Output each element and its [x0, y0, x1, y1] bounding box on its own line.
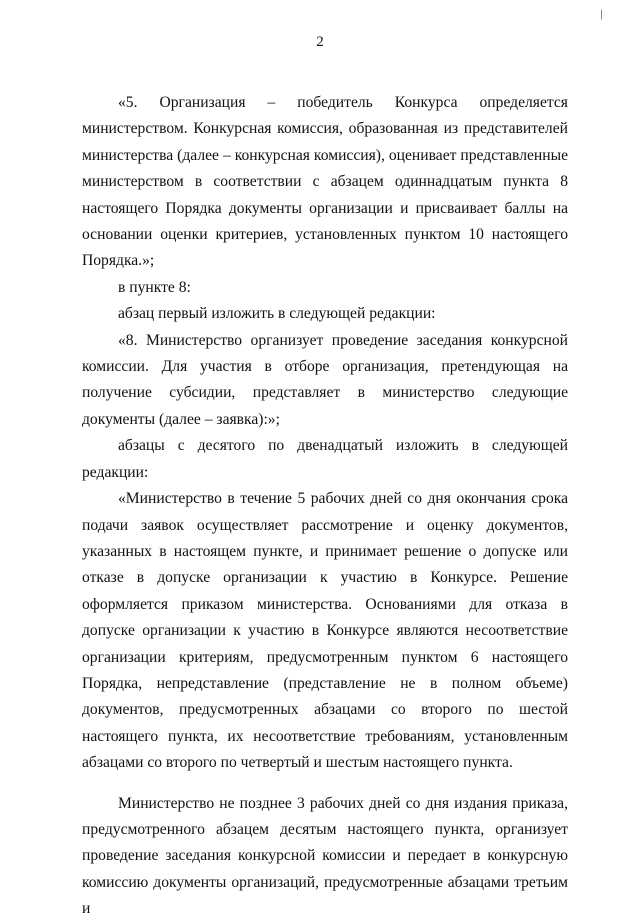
paragraph-in-point-8: в пункте 8:: [118, 278, 191, 296]
page-number: 2: [316, 34, 324, 50]
paragraph-point-8: «8. Министерство организует проведение заседания конкурсной комиссии. Для участия в отборе организация, претендующая на получение субсидии, представляет в министерство следующие документы (далее – заявка):»;: [82, 331, 568, 428]
paragraph-ministry-review: «Министерство в течение 5 рабочих дней со дня окончания срока подачи заявок осуществляет рассмотрение и оценку документов, указанных в настоящем пункте, и принимает решение о допуске или отказе в допуске организации к участию в Конкурсе. Решение оформляется приказом министерства. Основаниями для отказа в допуске организации к участию в Конкурсе являются несоответствие организации критериям, предусмотренным пунктом 6 настоящего Порядка, непредставление (представление не в полном объеме) документов, предусмотренных абзацами со второго по шестой настоящего пункта, их несоответствие требованиям, установленным абзацами со второго по четвертый и шестым настоящего пункта.: [82, 490, 568, 772]
paragraph-first-abzac-instruction: абзац первый изложить в следующей редакции:: [118, 305, 436, 323]
margin-mark: /: [597, 7, 607, 24]
paragraph-point-5: «5. Организация – победитель Конкурса определяется министерством. Конкурсная комиссия, образованная из представителей министерства (далее – конкурсная комиссия), оценивает представленные министерством в соответствии с абзацем одиннадцатым пункта 8 настоящего Порядка документы организации и присваивает баллы на основании оценки критериев, установленных пунктом 10 настоящего Порядка.»;: [82, 94, 568, 270]
paragraph-ministry-meeting: Министерство не позднее 3 рабочих дней со дня издания приказа, предусмотренного абзацем десятым настоящего пункта, организует проведение заседания конкурсной комиссии и передает в конкурсную комиссию документы организаций, предусмотренные абзацами третьим и: [82, 794, 568, 918]
paragraph-abzacy-instruction: абзацы с десятого по двенадцатый изложить в следующей редакции:: [82, 437, 568, 481]
document-body: [82, 90, 568, 923]
